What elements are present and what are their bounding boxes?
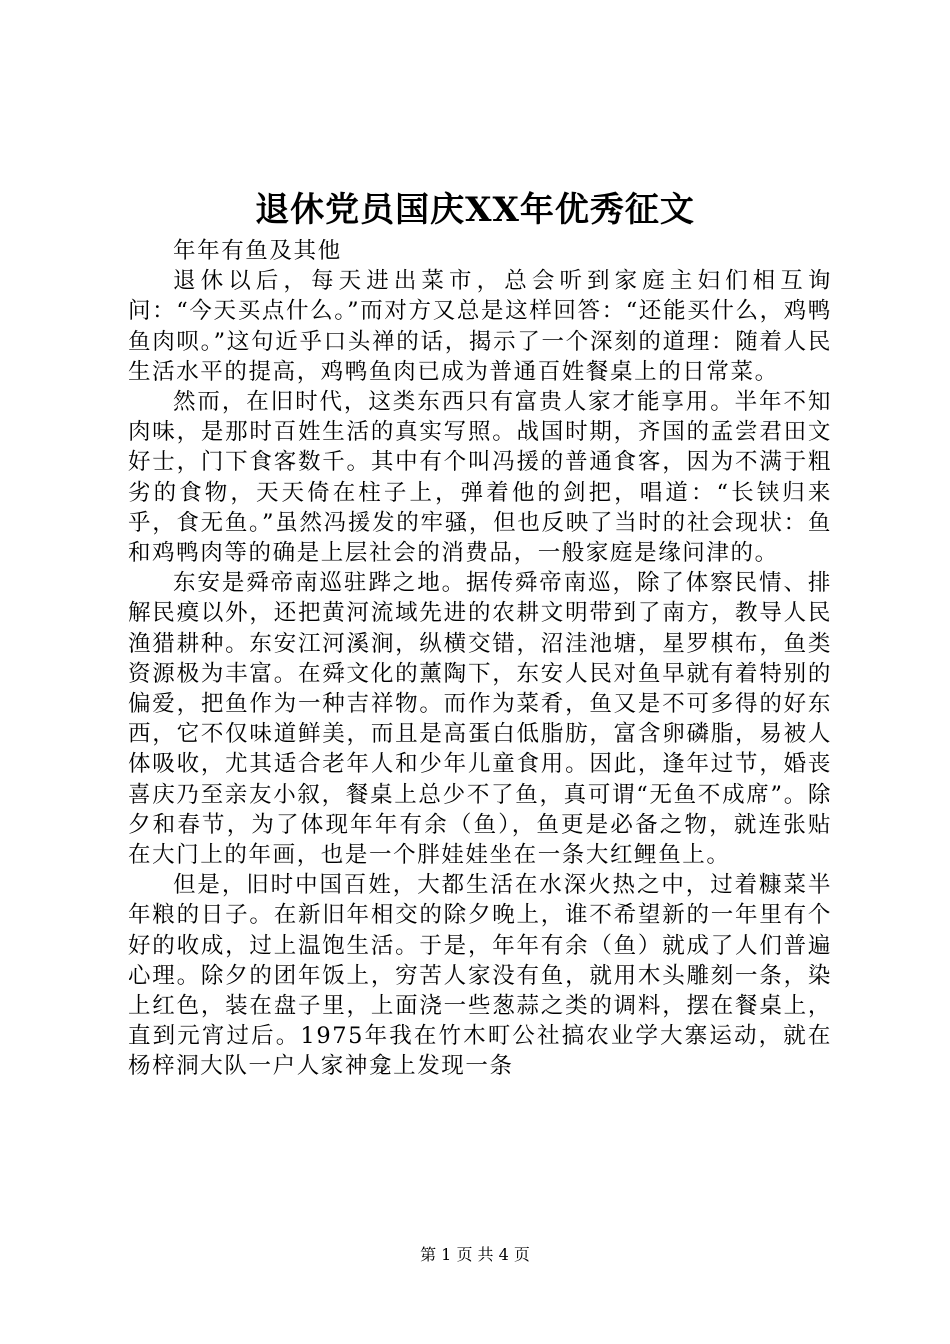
subtitle-paragraph: 年年有鱼及其他 <box>173 238 342 264</box>
body-paragraph: 东安是舜帝南巡驻跸之地。据传舜帝南巡，除了体察民情、排解民瘼以外，还把黄河流域先进的农耕文明带到了南方，教导人民渔猎耕种。东安江河溪涧，纵横交错，沼洼池塘，星罗棋布，鱼类资源极为丰富。在舜文化的薰陶下，东安人民对鱼早就有着特别的偏爱，把鱼作为一种吉祥物。而作为菜肴，鱼又是不可多得的好东西，它不仅味道鲜美，而且是高蛋白低脂肪，富含卵磷脂，易被人体吸收，尤其适合老年人和少年儿童食用。因此，逢年过节，婚丧喜庆乃至亲友小叙，餐桌上总少不了鱼，真可谓“无鱼不成席”。除夕和春节，为了体现年年有余（鱼），鱼更是必备之物，就连张贴在大门上的年画，也是一个胖娃娃坐在一条大红鲤鱼上。 <box>128 570 832 869</box>
document-body <box>128 236 832 1082</box>
body-paragraph: 然而，在旧时代，这类东西只有富贵人家才能享用。半年不知肉味，是那时百姓生活的真实写照。战国时期，齐国的孟尝君田文好士，门下食客数千。其中有个叫冯援的普通食客，因为不满于粗劣的食物，天天倚在柱子上，弹着他的剑把，唱道：“长铗归来乎，食无鱼。”虽然冯援发的牢骚，但也反映了当时的社会现状：鱼和鸡鸭肉等的确是上层社会的消费品，一般家庭是缘问津的。 <box>128 389 832 567</box>
body-paragraph: 退休以后，每天进出菜市，总会听到家庭主妇们相互询问：“今天买点什么。”而对方又总是这样回答：“还能买什么，鸡鸭鱼肉呗。”这句近乎口头禅的话，揭示了一个深刻的道理：随着人民生活水平的提高，鸡鸭鱼肉已成为普通百姓餐桌上的日常菜。 <box>128 268 832 385</box>
page-footer: 第 1 页 共 4 页 <box>420 1245 530 1264</box>
document-title: 退休党员国庆XX年优秀征文 <box>255 190 695 230</box>
body-paragraph: 但是，旧时中国百姓，大都生活在水深火热之中，过着糠菜半年粮的日子。在新旧年相交的除夕晚上，谁不希望新的一年里有个好的收成，过上温饱生活。于是，年年有余（鱼）就成了人们普遍心理。除夕的团年饭上，穷苦人家没有鱼，就用木头雕刻一条，染上红色，装在盘子里，上面浇一些葱蒜之类的调料，摆在餐桌上，直到元宵过后。1975年我在竹木町公社搞农业学大寨运动，就在杨梓洞大队一户人家神龛上发现一条 <box>128 872 832 1080</box>
